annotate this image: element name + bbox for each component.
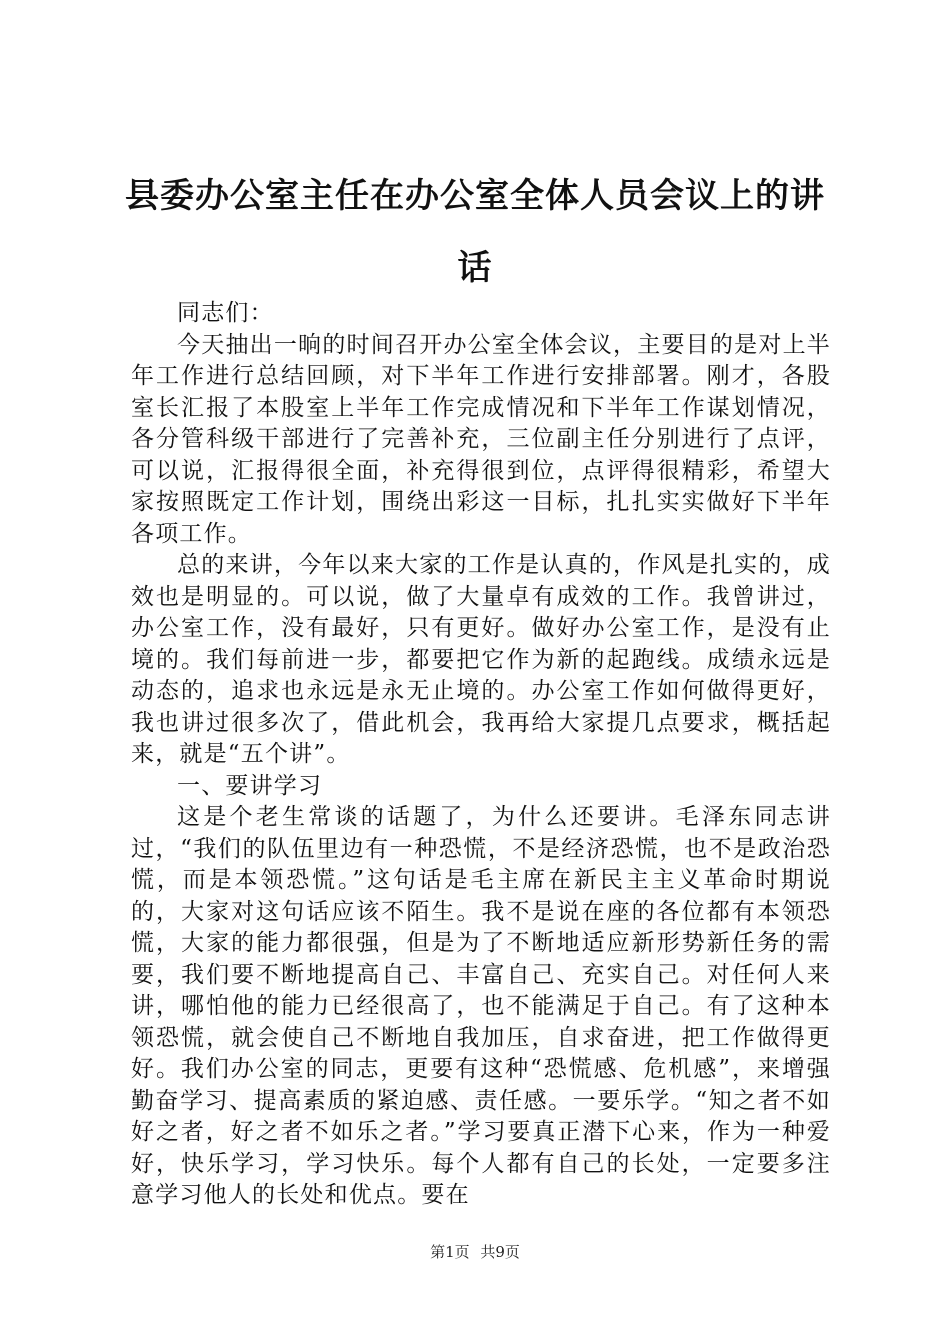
document-body [131,298,831,1212]
section-heading-learning: 一、要讲学习 [177,772,323,799]
page-number-current: 第1页 [430,1243,470,1261]
page-number-total: 共9页 [480,1243,520,1261]
document-title: 县委办公室主任在办公室全体人员会议上的讲话 [125,176,825,288]
salutation: 同志们： [177,300,274,326]
paragraph-overview: 总的来讲，今年以来大家的工作是认真的，作风是扎实的，成效也是明显的。可以说，做了大量卓有成效的工作。我曾讲过，办公室工作，没有最好，只有更好。做好办公室工作，是没有止境的。我们每前进一步，都要把它作为新的起跑线。成绩永远是动态的，追求也永远是永无止境的。办公室工作如何做得更好，我也讲过很多次了，借此机会，我再给大家提几点要求，概括起来，就是“五个讲”。 [131,552,831,767]
paragraph-intro: 今天抽出一晌的时间召开办公室全体会议，主要目的是对上半年工作进行总结回顾，对下半年工作进行安排部署。刚才，各股室长汇报了本股室上半年工作完成情况和下半年工作谋划情况，各分管科级干部进行了完善补充，三位副主任分别进行了点评，可以说，汇报得很全面，补充得很到位，点评得很精彩，希望大家按照既定工作计划，围绕出彩这一目标，扎扎实实做好下半年各项工作。 [131,331,831,547]
paragraph-learning: 这是个老生常谈的话题了，为什么还要讲。毛泽东同志讲过，“我们的队伍里边有一种恐慌，不是经济恐慌，也不是政治恐慌，而是本领恐慌。”这句话是毛主席在新民主主义革命时期说的，大家对这句话应该不陌生。我不是说在座的各位都有本领恐慌，大家的能力都很强，但是为了不断地适应新形势新任务的需要，我们要不断地提高自己、丰富自己、充实自己。对任何人来讲，哪怕他的能力已经很高了，也不能满足于自己。有了这种本领恐慌，就会使自己不断地自我加压，自求奋进，把工作做得更好。我们办公室的同志，更要有这种“恐慌感、危机感”，来增强勤奋学习、提高素质的紧迫感、责任感。一要乐学。“知之者不如好之者，好之者不如乐之者。”学习要真正潜下心来，作为一种爱好，快乐学习，学习快乐。每个人都有自己的长处，一定要多注意学习他人的长处和优点。要在 [131,804,831,1208]
page-footer [0,1242,950,1262]
